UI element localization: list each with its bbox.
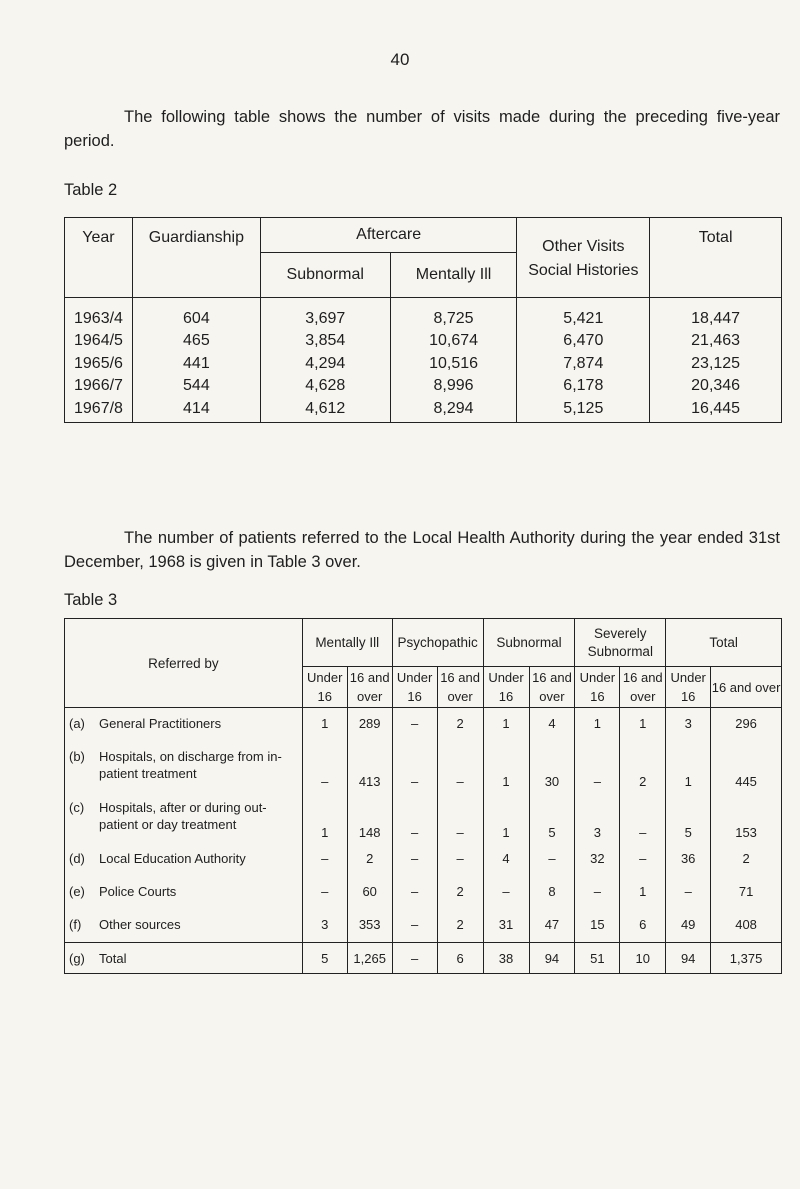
referral-source-cell [65, 943, 303, 974]
other-visits-cell: 5,421 [517, 298, 650, 331]
page-number: 40 [390, 50, 410, 69]
value-cell: 1,265 [347, 943, 392, 974]
mentally-ill-cell: 8,725 [390, 298, 517, 331]
total-cell: 23,125 [650, 353, 782, 375]
year-cell: 1963/4 [65, 298, 133, 331]
header-under-16: Under 16 [575, 667, 620, 708]
value-cell: 60 [347, 876, 392, 909]
subnormal-cell: 3,854 [260, 330, 390, 352]
value-cell: 4 [529, 708, 575, 742]
value-cell: 51 [575, 943, 620, 974]
header-16-and-over: 16 and over [529, 667, 575, 708]
value-cell: – [302, 741, 347, 792]
value-cell: 10 [620, 943, 666, 974]
mentally-ill-cell: 8,294 [390, 398, 517, 423]
value-cell: 1 [620, 708, 666, 742]
table-row [65, 792, 782, 843]
value-cell: 1 [666, 741, 711, 792]
header-16-and-over: 16 and over [620, 667, 666, 708]
value-cell: – [575, 741, 620, 792]
year-cell: 1966/7 [65, 375, 133, 397]
other-visits-cell: 6,470 [517, 330, 650, 352]
header-mentally-ill: Mentally Ill [390, 253, 517, 298]
value-cell: 94 [529, 943, 575, 974]
value-cell: 1 [620, 876, 666, 909]
table-row [65, 909, 782, 943]
row-letter: (g) [69, 950, 85, 966]
referrals-table [64, 618, 782, 974]
value-cell: 6 [437, 943, 483, 974]
value-cell: 2 [620, 741, 666, 792]
value-cell: – [529, 843, 575, 876]
value-cell: 2 [437, 909, 483, 943]
value-cell: 1 [302, 792, 347, 843]
value-cell: 1,375 [711, 943, 782, 974]
subnormal-cell: 4,628 [260, 375, 390, 397]
value-cell: 47 [529, 909, 575, 943]
row-letter: (c) [69, 800, 85, 815]
referral-source-cell [65, 708, 303, 742]
value-cell: 5 [529, 792, 575, 843]
total-row [65, 943, 782, 974]
value-cell: 445 [711, 741, 782, 792]
value-cell: 148 [347, 792, 392, 843]
row-letter: (b) [69, 749, 85, 764]
value-cell: 296 [711, 708, 782, 742]
value-cell: – [302, 843, 347, 876]
row-label: Local Education Authority [99, 851, 246, 866]
value-cell: 3 [575, 792, 620, 843]
other-visits-cell: 7,874 [517, 353, 650, 375]
value-cell: 153 [711, 792, 782, 843]
referral-source-cell [65, 876, 303, 909]
value-cell: 408 [711, 909, 782, 943]
value-cell: 15 [575, 909, 620, 943]
header-referred-by: Referred by [65, 619, 303, 708]
value-cell: 38 [483, 943, 529, 974]
guardianship-cell: 465 [132, 330, 260, 352]
header-under-16: Under 16 [392, 667, 437, 708]
table-row [65, 741, 782, 792]
total-cell: 20,346 [650, 375, 782, 397]
mentally-ill-cell: 8,996 [390, 375, 517, 397]
value-cell: 36 [666, 843, 711, 876]
table-row [65, 330, 782, 352]
subnormal-cell: 4,294 [260, 353, 390, 375]
referral-source-cell [65, 843, 303, 876]
value-cell: 1 [575, 708, 620, 742]
referral-source-cell [65, 909, 303, 943]
year-cell: 1964/5 [65, 330, 133, 352]
total-cell: 18,447 [650, 298, 782, 331]
value-cell: – [302, 876, 347, 909]
value-cell: 3 [666, 708, 711, 742]
value-cell: – [437, 843, 483, 876]
value-cell: 2 [437, 876, 483, 909]
row-label: Hospitals, after or during out-patient or day treatment [99, 800, 267, 832]
row-label: General Practitioners [99, 716, 222, 731]
total-cell: 21,463 [650, 330, 782, 352]
value-cell: – [392, 708, 437, 742]
value-cell: 8 [529, 876, 575, 909]
value-cell: – [392, 876, 437, 909]
table-row [65, 375, 782, 397]
row-label: Total [99, 950, 127, 966]
header-mentally-ill: Mentally Ill [302, 619, 392, 667]
mentally-ill-cell: 10,674 [390, 330, 517, 352]
row-letter: (d) [69, 851, 85, 866]
value-cell: – [437, 792, 483, 843]
guardianship-cell: 414 [132, 398, 260, 423]
header-16-and-over: 16 and over [437, 667, 483, 708]
header-social-histories: Social Histories [528, 261, 639, 279]
value-cell: – [620, 792, 666, 843]
value-cell: 1 [483, 708, 529, 742]
header-guardianship: Guardianship [132, 218, 260, 298]
table-row [65, 876, 782, 909]
row-label: Hospitals, on discharge from in-patient treatment [99, 749, 282, 781]
table2-caption: Table 2 [64, 181, 118, 199]
header-under-16: Under 16 [666, 667, 711, 708]
other-visits-cell: 6,178 [517, 375, 650, 397]
value-cell: 2 [347, 843, 392, 876]
header-under-16: Under 16 [302, 667, 347, 708]
row-label: Police Courts [99, 884, 177, 899]
value-cell: – [392, 741, 437, 792]
table3-caption: Table 3 [64, 591, 118, 609]
referral-source-cell [65, 792, 303, 843]
header-psychopathic: Psychopathic [392, 619, 483, 667]
value-cell: 6 [620, 909, 666, 943]
year-cell: 1967/8 [65, 398, 133, 423]
value-cell: 413 [347, 741, 392, 792]
value-cell: 1 [483, 741, 529, 792]
value-cell: 30 [529, 741, 575, 792]
year-cell: 1965/6 [65, 353, 133, 375]
value-cell: 31 [483, 909, 529, 943]
value-cell: 353 [347, 909, 392, 943]
value-cell: 1 [302, 708, 347, 742]
subnormal-cell: 3,697 [260, 298, 390, 331]
value-cell: – [575, 876, 620, 909]
header-subnormal: Subnormal [260, 253, 390, 298]
header-subnormal: Subnormal [483, 619, 575, 667]
value-cell: 2 [437, 708, 483, 742]
header-total: Total [650, 218, 782, 298]
value-cell: – [620, 843, 666, 876]
referral-source-cell [65, 741, 303, 792]
table-row [65, 398, 782, 423]
row-letter: (a) [69, 716, 85, 731]
value-cell: – [392, 843, 437, 876]
header-severely-subnormal: Severely Subnormal [575, 619, 666, 667]
header-16-and-over: 16 and over [347, 667, 392, 708]
guardianship-cell: 544 [132, 375, 260, 397]
table-row [65, 843, 782, 876]
value-cell: 94 [666, 943, 711, 974]
value-cell: 3 [302, 909, 347, 943]
guardianship-cell: 441 [132, 353, 260, 375]
value-cell: 49 [666, 909, 711, 943]
header-under-16: Under 16 [483, 667, 529, 708]
value-cell: 1 [483, 792, 529, 843]
table-row [65, 353, 782, 375]
table-row [65, 298, 782, 331]
header-total: Total [666, 619, 782, 667]
value-cell: – [483, 876, 529, 909]
header-other-visits [517, 218, 650, 298]
value-cell: – [392, 792, 437, 843]
row-label: Other sources [99, 917, 181, 932]
value-cell: 5 [666, 792, 711, 843]
total-cell: 16,445 [650, 398, 782, 423]
value-cell: – [392, 909, 437, 943]
value-cell: 4 [483, 843, 529, 876]
header-year: Year [65, 218, 133, 298]
value-cell: 71 [711, 876, 782, 909]
value-cell: 289 [347, 708, 392, 742]
row-letter: (f) [69, 917, 82, 932]
row-letter: (e) [69, 884, 85, 899]
guardianship-cell: 604 [132, 298, 260, 331]
value-cell: – [666, 876, 711, 909]
value-cell: – [437, 741, 483, 792]
value-cell: – [392, 943, 437, 974]
intro-paragraph: The following table shows the number of visits made during the preceding five-year period. [64, 108, 780, 150]
table-row [65, 708, 782, 742]
mentally-ill-cell: 10,516 [390, 353, 517, 375]
value-cell: 32 [575, 843, 620, 876]
value-cell: 2 [711, 843, 782, 876]
header-aftercare: Aftercare [260, 218, 517, 253]
header-other-visits-line1: Other Visits [542, 237, 625, 255]
value-cell: 5 [302, 943, 347, 974]
visits-table [64, 217, 782, 423]
other-visits-cell: 5,125 [517, 398, 650, 423]
referrals-paragraph: The number of patients referred to the Local Health Authority during the year ended 31st December, 1968 is given in Table 3 over. [64, 529, 780, 571]
subnormal-cell: 4,612 [260, 398, 390, 423]
header-16-and-over: 16 and over [711, 667, 782, 708]
